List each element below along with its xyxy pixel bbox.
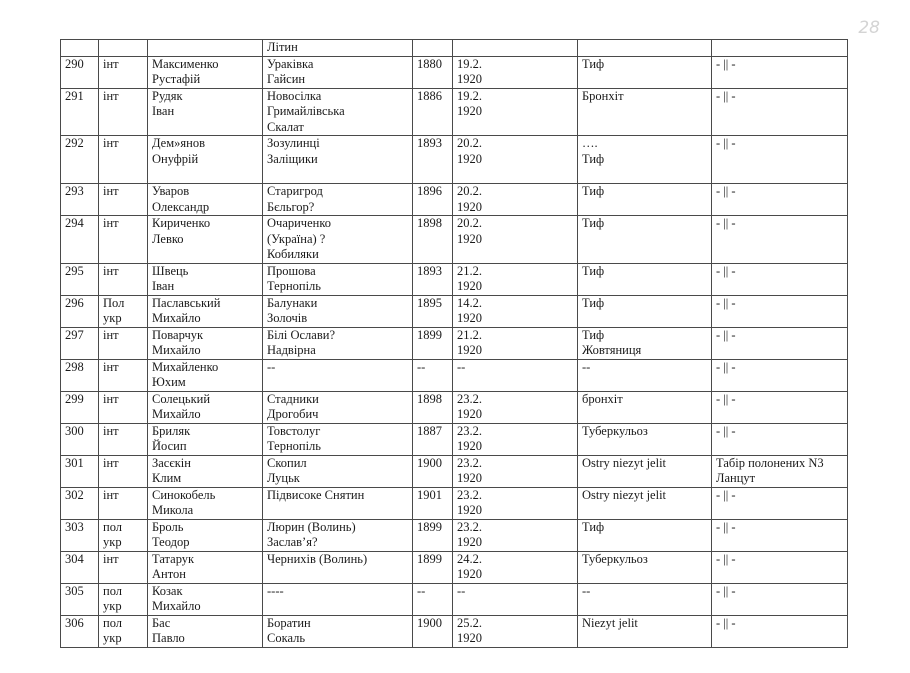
cell-record-number: 290 <box>61 56 99 88</box>
cell-cause-of-death: Ostry niezyt jelit <box>578 487 712 519</box>
table-row <box>61 487 848 519</box>
cell-cause-of-death: Тиф <box>578 519 712 551</box>
cell-note <box>712 40 848 57</box>
cell-note: - || - <box>712 423 848 455</box>
cell-note: - || - <box>712 184 848 216</box>
table-row <box>61 551 848 583</box>
burial-register-table <box>60 39 848 648</box>
table-row <box>61 519 848 551</box>
cell-record-number: 292 <box>61 136 99 184</box>
cell-cause-of-death: Тиф <box>578 56 712 88</box>
cell-note: - || - <box>712 391 848 423</box>
cell-cause-of-death: …. Тиф <box>578 136 712 184</box>
cell-status: інт <box>99 263 148 295</box>
cell-note: Табір полонених N3 Ланцут <box>712 455 848 487</box>
cell-note: - || - <box>712 327 848 359</box>
cell-birth-year: 1898 <box>413 216 453 264</box>
cell-place-of-origin: Боратин Сокаль <box>263 615 413 647</box>
cell-person-name: Поварчук Михайло <box>148 327 263 359</box>
cell-place-of-origin: Зозулинці Заліщики <box>263 136 413 184</box>
cell-status: інт <box>99 487 148 519</box>
table-row <box>61 136 848 184</box>
cell-death-date: 19.2. 1920 <box>453 56 578 88</box>
cell-death-date: -- <box>453 359 578 391</box>
table-row <box>61 423 848 455</box>
cell-note: - || - <box>712 56 848 88</box>
cell-record-number: 299 <box>61 391 99 423</box>
cell-record-number: 306 <box>61 615 99 647</box>
cell-birth-year: 1900 <box>413 615 453 647</box>
cell-note: - || - <box>712 88 848 136</box>
cell-person-name: Максименко Рустафій <box>148 56 263 88</box>
cell-status: інт <box>99 136 148 184</box>
cell-status: інт <box>99 56 148 88</box>
page-number: 28 <box>858 18 880 38</box>
cell-record-number: 304 <box>61 551 99 583</box>
cell-status: інт <box>99 391 148 423</box>
cell-cause-of-death <box>578 40 712 57</box>
cell-record-number: 301 <box>61 455 99 487</box>
cell-note: - || - <box>712 263 848 295</box>
cell-record-number: 293 <box>61 184 99 216</box>
cell-cause-of-death: Ostry niezyt jelit <box>578 455 712 487</box>
cell-birth-year: 1899 <box>413 519 453 551</box>
cell-death-date: 23.2. 1920 <box>453 519 578 551</box>
cell-person-name: Швець Іван <box>148 263 263 295</box>
register-body <box>61 40 848 648</box>
table-row <box>61 184 848 216</box>
cell-status: інт <box>99 359 148 391</box>
cell-cause-of-death: Niezyt jelit <box>578 615 712 647</box>
cell-person-name: Солецький Михайло <box>148 391 263 423</box>
cell-death-date: 21.2. 1920 <box>453 327 578 359</box>
cell-place-of-origin: Підвисоке Снятин <box>263 487 413 519</box>
cell-person-name: Бас Павло <box>148 615 263 647</box>
table-row <box>61 56 848 88</box>
cell-birth-year <box>413 40 453 57</box>
table-row <box>61 327 848 359</box>
cell-status: інт <box>99 551 148 583</box>
cell-birth-year: 1899 <box>413 551 453 583</box>
table-row <box>61 40 848 57</box>
cell-cause-of-death: -- <box>578 359 712 391</box>
cell-note: - || - <box>712 551 848 583</box>
cell-birth-year: 1886 <box>413 88 453 136</box>
table-row <box>61 615 848 647</box>
cell-status: пол укр <box>99 519 148 551</box>
cell-death-date: 21.2. 1920 <box>453 263 578 295</box>
cell-status: інт <box>99 455 148 487</box>
cell-note: - || - <box>712 136 848 184</box>
table-row <box>61 391 848 423</box>
cell-note: - || - <box>712 615 848 647</box>
cell-death-date: 14.2. 1920 <box>453 295 578 327</box>
cell-person-name: Синокобель Микола <box>148 487 263 519</box>
cell-record-number: 300 <box>61 423 99 455</box>
cell-note: - || - <box>712 583 848 615</box>
cell-person-name: Бриляк Йосип <box>148 423 263 455</box>
cell-birth-year: 1880 <box>413 56 453 88</box>
cell-birth-year: 1896 <box>413 184 453 216</box>
table-row <box>61 88 848 136</box>
cell-death-date: 20.2. 1920 <box>453 136 578 184</box>
cell-birth-year: 1898 <box>413 391 453 423</box>
cell-death-date: 19.2. 1920 <box>453 88 578 136</box>
cell-note: - || - <box>712 519 848 551</box>
cell-death-date <box>453 40 578 57</box>
table-row <box>61 359 848 391</box>
cell-death-date: 25.2. 1920 <box>453 615 578 647</box>
cell-person-name: Рудяк Іван <box>148 88 263 136</box>
cell-status: інт <box>99 423 148 455</box>
table-row <box>61 295 848 327</box>
cell-person-name: Уваров Олександр <box>148 184 263 216</box>
cell-cause-of-death: Тиф <box>578 263 712 295</box>
cell-status: інт <box>99 216 148 264</box>
cell-cause-of-death: Туберкульоз <box>578 423 712 455</box>
cell-status: інт <box>99 184 148 216</box>
table-row <box>61 583 848 615</box>
cell-record-number: 298 <box>61 359 99 391</box>
cell-record-number: 296 <box>61 295 99 327</box>
table-row <box>61 455 848 487</box>
cell-record-number: 305 <box>61 583 99 615</box>
table-row <box>61 216 848 264</box>
cell-person-name <box>148 40 263 57</box>
cell-note: - || - <box>712 359 848 391</box>
cell-birth-year: 1895 <box>413 295 453 327</box>
cell-death-date: 23.2. 1920 <box>453 487 578 519</box>
cell-birth-year: 1901 <box>413 487 453 519</box>
cell-place-of-origin: Старигрод Бєльгор? <box>263 184 413 216</box>
cell-record-number: 303 <box>61 519 99 551</box>
cell-cause-of-death: Туберкульоз <box>578 551 712 583</box>
cell-cause-of-death: Тиф <box>578 184 712 216</box>
cell-person-name: Татарук Антон <box>148 551 263 583</box>
cell-place-of-origin: Літин <box>263 40 413 57</box>
cell-status: пол укр <box>99 583 148 615</box>
table-row <box>61 263 848 295</box>
cell-place-of-origin: Люрин (Волинь) Заслав’я? <box>263 519 413 551</box>
cell-place-of-origin: Чернихів (Волинь) <box>263 551 413 583</box>
cell-place-of-origin: Новосілка Гримайлівська Скалат <box>263 88 413 136</box>
cell-cause-of-death: Бронхіт <box>578 88 712 136</box>
cell-status: інт <box>99 88 148 136</box>
cell-death-date: 23.2. 1920 <box>453 423 578 455</box>
cell-record-number: 297 <box>61 327 99 359</box>
cell-record-number: 295 <box>61 263 99 295</box>
cell-birth-year: 1899 <box>413 327 453 359</box>
cell-person-name: Броль Теодор <box>148 519 263 551</box>
cell-place-of-origin: Балунаки Золочів <box>263 295 413 327</box>
cell-birth-year: 1887 <box>413 423 453 455</box>
cell-birth-year: -- <box>413 583 453 615</box>
cell-birth-year: 1893 <box>413 136 453 184</box>
cell-place-of-origin: Ураківка Гайсин <box>263 56 413 88</box>
cell-note: - || - <box>712 295 848 327</box>
cell-cause-of-death: бронхіт <box>578 391 712 423</box>
cell-status: інт <box>99 327 148 359</box>
cell-place-of-origin: Стадники Дрогобич <box>263 391 413 423</box>
cell-place-of-origin: -- <box>263 359 413 391</box>
cell-death-date: 24.2. 1920 <box>453 551 578 583</box>
cell-cause-of-death: Тиф <box>578 216 712 264</box>
cell-person-name: Кириченко Левко <box>148 216 263 264</box>
cell-record-number: 302 <box>61 487 99 519</box>
cell-person-name: Паславський Михайло <box>148 295 263 327</box>
cell-status <box>99 40 148 57</box>
cell-person-name: Дем»янов Онуфрій <box>148 136 263 184</box>
cell-death-date: 20.2. 1920 <box>453 184 578 216</box>
cell-place-of-origin: Білі Ослави? Надвірна <box>263 327 413 359</box>
cell-place-of-origin: ---- <box>263 583 413 615</box>
cell-place-of-origin: Прошова Тернопіль <box>263 263 413 295</box>
cell-place-of-origin: Очариченко (Україна) ? Кобиляки <box>263 216 413 264</box>
cell-note: - || - <box>712 216 848 264</box>
cell-record-number: 294 <box>61 216 99 264</box>
cell-place-of-origin: Товстолуг Тернопіль <box>263 423 413 455</box>
cell-place-of-origin: Скопил Луцьк <box>263 455 413 487</box>
cell-record-number <box>61 40 99 57</box>
cell-birth-year: -- <box>413 359 453 391</box>
cell-cause-of-death: Тиф <box>578 295 712 327</box>
cell-cause-of-death: Тиф Жовтяниця <box>578 327 712 359</box>
cell-death-date: 20.2. 1920 <box>453 216 578 264</box>
cell-note: - || - <box>712 487 848 519</box>
cell-person-name: Козак Михайло <box>148 583 263 615</box>
cell-record-number: 291 <box>61 88 99 136</box>
cell-birth-year: 1893 <box>413 263 453 295</box>
cell-birth-year: 1900 <box>413 455 453 487</box>
cell-death-date: -- <box>453 583 578 615</box>
cell-status: Пол укр <box>99 295 148 327</box>
cell-status: пол укр <box>99 615 148 647</box>
cell-death-date: 23.2. 1920 <box>453 455 578 487</box>
cell-person-name: Засєкін Клим <box>148 455 263 487</box>
cell-person-name: Михайленко Юхим <box>148 359 263 391</box>
cell-cause-of-death: -- <box>578 583 712 615</box>
cell-death-date: 23.2. 1920 <box>453 391 578 423</box>
